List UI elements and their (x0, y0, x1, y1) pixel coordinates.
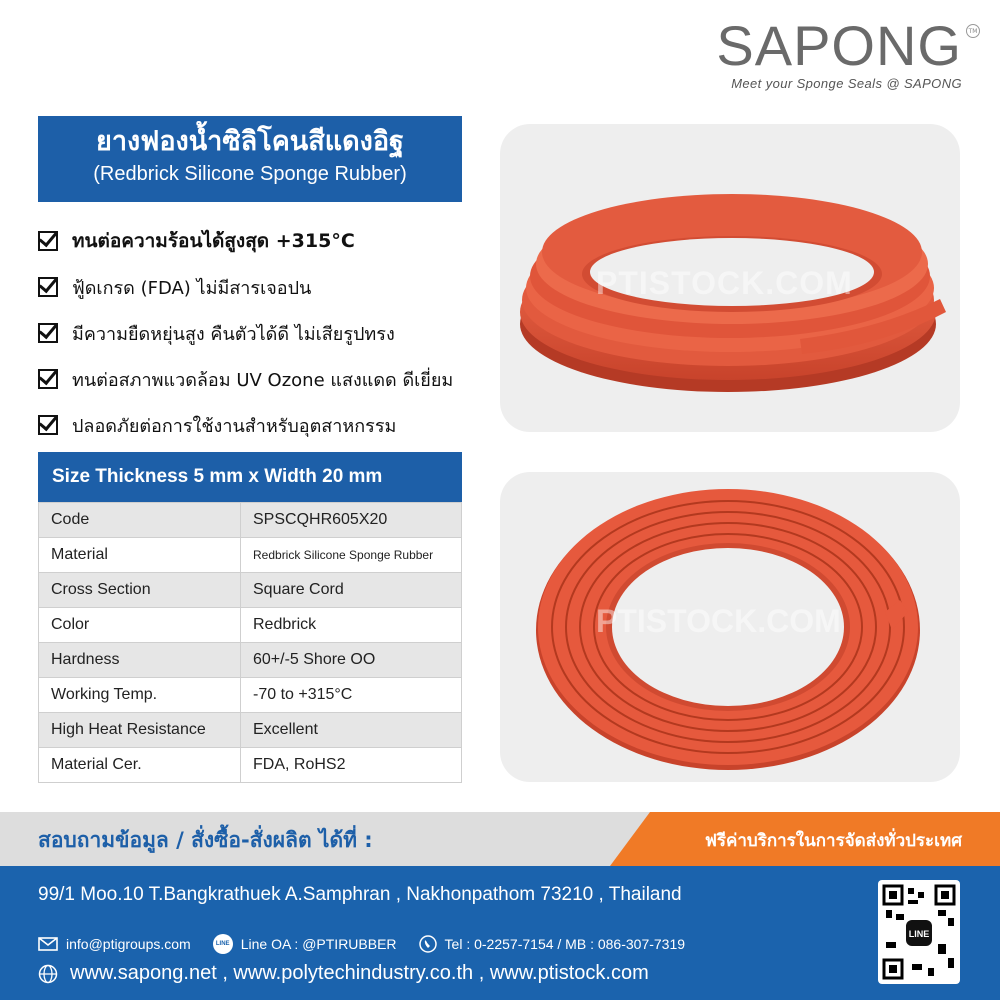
websites[interactable] (38, 962, 649, 985)
spec-label: Hardness (39, 643, 241, 678)
line-contact[interactable] (213, 934, 397, 954)
spec-value: SPSCQHR605X20 (241, 503, 462, 538)
watermark-text: PTISTOCK.COM (596, 265, 853, 301)
spec-table-container (38, 452, 462, 783)
feature-item (38, 310, 498, 356)
free-shipping-text: ฟรีค่าบริการในการจัดส่งทั่วประเทศ (704, 831, 962, 851)
spec-table (38, 502, 462, 783)
brand-name: SAPONG (716, 14, 962, 77)
phone-text: Tel : 0-2257-7154 / MB : 086-307-7319 (444, 936, 686, 952)
table-row (39, 748, 462, 783)
spec-label: Working Temp. (39, 678, 241, 713)
phone-icon (419, 935, 437, 953)
brand-logo (712, 14, 978, 91)
spec-label: Material Cer. (39, 748, 241, 783)
spec-value: Redbrick Silicone Sponge Rubber (241, 538, 462, 573)
contact-details (38, 934, 707, 954)
spec-label: Code (39, 503, 241, 538)
rubber-coil-side-image (500, 124, 960, 432)
table-row (39, 503, 462, 538)
table-row (39, 538, 462, 573)
product-image-coil-top (500, 472, 960, 782)
feature-item (38, 356, 498, 402)
contact-title: สอบถามข้อมูล / สั่งซื้อ-สั่งผลิต ได้ที่ : (38, 828, 373, 852)
table-row (39, 678, 462, 713)
watermark-text: PTISTOCK.COM (596, 603, 841, 639)
mail-icon (38, 937, 58, 951)
checkbox-checked-icon (38, 231, 58, 251)
table-row (39, 713, 462, 748)
feature-text: ทนต่อความร้อนได้สูงสุด +315°C (72, 230, 355, 252)
websites-text: www.sapong.net , www.polytechindustry.co.th , www.ptistock.com (70, 962, 649, 984)
email-text: info@ptigroups.com (66, 936, 191, 952)
feature-item (38, 218, 498, 264)
line-icon: LINE (213, 934, 233, 954)
email-contact[interactable] (38, 936, 191, 952)
feature-text: ปลอดภัยต่อการใช้งานสำหรับอุตสาหกรรม (72, 415, 397, 437)
product-title-box (38, 116, 462, 202)
table-row (39, 608, 462, 643)
spec-value: Square Cord (241, 573, 462, 608)
feature-text: มีความยืดหยุ่นสูง คืนตัวได้ดี ไม่เสียรูปทรง (72, 323, 395, 345)
spec-label: High Heat Resistance (39, 713, 241, 748)
table-row (39, 573, 462, 608)
checkbox-checked-icon (38, 277, 58, 297)
trademark-badge: TM (966, 24, 980, 38)
company-address: 99/1 Moo.10 T.Bangkrathuek A.Samphran , Nakhonpathom 73210 , Thailand (38, 884, 682, 905)
spec-label: Cross Section (39, 573, 241, 608)
checkbox-checked-icon (38, 369, 58, 389)
contact-bar (0, 812, 1000, 866)
spec-label: Material (39, 538, 241, 573)
product-title-english: (Redbrick Silicone Sponge Rubber) (93, 163, 407, 185)
qr-code-icon (878, 880, 960, 984)
spec-label: Color (39, 608, 241, 643)
spec-value: 60+/-5 Shore OO (241, 643, 462, 678)
spec-value: FDA, RoHS2 (241, 748, 462, 783)
product-title-thai: ยางฟองน้ำซิลิโคนสีแดงอิฐ (96, 126, 404, 157)
feature-item (38, 402, 498, 448)
qr-code[interactable] (878, 880, 960, 984)
feature-list (38, 218, 498, 448)
rubber-coil-top-image (500, 472, 960, 782)
line-text: Line OA : @PTIRUBBER (240, 936, 397, 952)
spec-heading: Size Thickness 5 mm x Width 20 mm (38, 452, 462, 502)
footer (0, 866, 1000, 1000)
qr-line-label: LINE (908, 929, 930, 939)
brand-tagline: Meet your Sponge Seals @ SAPONG (731, 76, 962, 91)
feature-text: ฟู้ดเกรด (FDA) ไม่มีสารเจอปน (72, 277, 312, 299)
checkbox-checked-icon (38, 415, 58, 435)
feature-item (38, 264, 498, 310)
spec-value: -70 to +315°C (241, 678, 462, 713)
table-row (39, 643, 462, 678)
spec-value: Excellent (241, 713, 462, 748)
feature-text: ทนต่อสภาพแวดล้อม UV Ozone แสงแดด ดีเยี่ยม (72, 369, 454, 391)
globe-icon (38, 964, 58, 984)
phone-contact[interactable] (419, 935, 686, 953)
checkbox-checked-icon (38, 323, 58, 343)
product-image-coil-side (500, 124, 960, 432)
spec-value: Redbrick (241, 608, 462, 643)
